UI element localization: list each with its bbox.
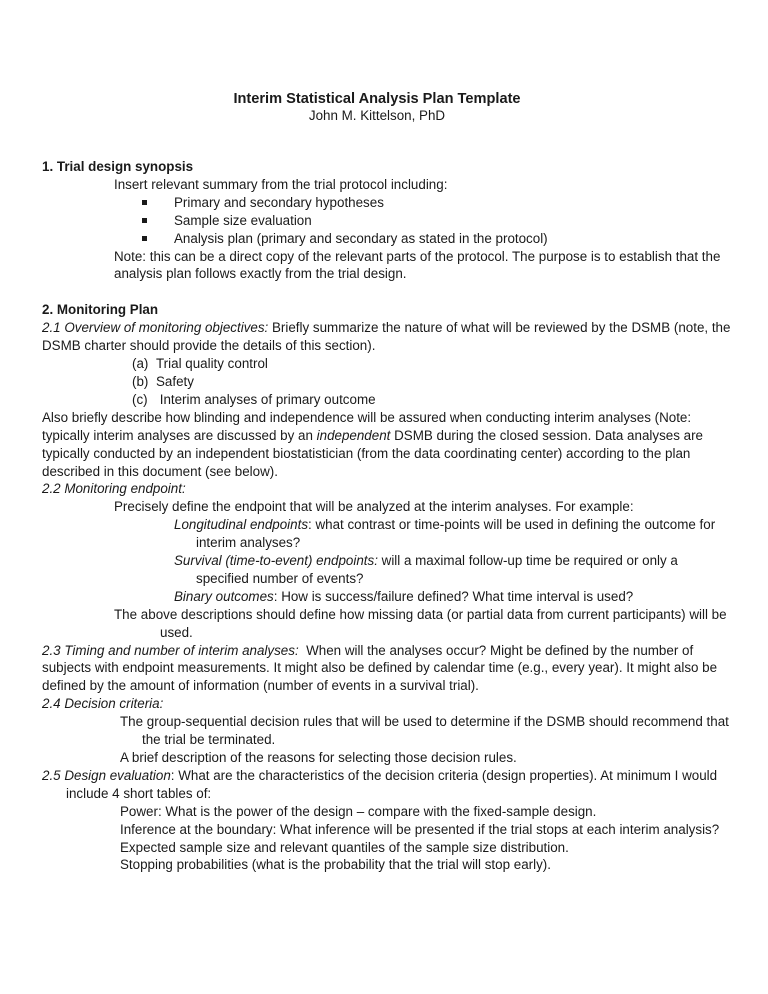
subsection-2-5: 2.5 Design evaluation: What are the characteristics of the decision criteria (design properties). At minimum I would include 4 short tables of:	[42, 767, 718, 801]
blinding-paragraph: Also briefly describe how blinding and independence will be assured when conducting interim analyses (Note: typically interim analyses are discussed by an independent DSMB during the closed session. Data analyses are typically conducted by an independent biostatistician (from the data coordinating center) according to the plan described in this document (see below).	[42, 409, 703, 479]
document-author: John M. Kittelson, PhD	[308, 108, 446, 123]
square-bullet-icon	[142, 218, 147, 223]
section-trial-design-synopsis	[42, 158, 732, 283]
subsection-2-3: 2.3 Timing and number of interim analyses: When will the analyses occur? Might be defined by the number of subjects with endpoint measurements. It might also be defined by calendar time (e.g., every year). It might also be defined by the amount of information (number of events in a survival trial).	[42, 642, 721, 694]
subsection-label: 2.1 Overview of monitoring objectives:	[42, 320, 269, 336]
section-monitoring-plan	[42, 301, 732, 874]
subsection-2-2: 2.2 Monitoring endpoint:	[42, 481, 186, 497]
list-item: Inference at the boundary: What inference will be presented if the trial stops at each interim analysis?	[120, 821, 720, 837]
list-item: Sample size evaluation	[142, 212, 732, 230]
subsection-label: 2.3 Timing and number of interim analyses:	[42, 642, 299, 658]
example-binary: Binary outcomes: How is success/failure defined? What time interval is used?	[174, 588, 634, 604]
list-item: Power: What is the power of the design – compare with the fixed-sample design.	[120, 803, 597, 819]
list-item: (c) Interim analyses of primary outcome	[132, 391, 376, 407]
list-item: (b) Safety	[132, 373, 194, 389]
bullet-list	[42, 194, 732, 248]
list-item: Stopping probabilities (what is the probability that the trial will stop early).	[120, 857, 551, 873]
subsection-intro: Precisely define the endpoint that will be analyzed at the interim analyses. For example:	[114, 499, 634, 515]
section-intro: Insert relevant summary from the trial protocol including:	[114, 176, 448, 192]
section-note: Note: this can be a direct copy of the relevant parts of the protocol. The purpose is to establish that the analysis plan follows exactly from the trial design.	[114, 248, 721, 282]
section-heading: 1. Trial design synopsis	[42, 159, 194, 174]
square-bullet-icon	[142, 236, 147, 241]
subsection-2-4: 2.4 Decision criteria:	[42, 696, 164, 712]
objectives-list	[42, 355, 732, 409]
subsection-label: 2.5 Design evaluation	[42, 767, 171, 783]
document-page	[42, 90, 732, 874]
list-item: (a) Trial quality control	[132, 356, 268, 372]
missing-data-note: The above descriptions should define how missing data (or partial data from current participants) will be used.	[114, 606, 727, 640]
list-item: Analysis plan (primary and secondary as stated in the protocol)	[142, 230, 732, 248]
decision-reasons-item: A brief description of the reasons for selecting those decision rules.	[120, 750, 517, 765]
example-survival: Survival (time-to-event) endpoints: will a maximal follow-up time be required or only a specified number of events?	[174, 553, 678, 586]
square-bullet-icon	[142, 200, 147, 205]
section-heading: 2. Monitoring Plan	[42, 302, 159, 318]
list-item: Primary and secondary hypotheses	[142, 194, 732, 212]
design-tables-list	[42, 803, 732, 875]
document-title: Interim Statistical Analysis Plan Template	[233, 91, 521, 107]
decision-rules-item: The group-sequential decision rules that will be used to determine if the DSMB should recommend that the trial be terminated.	[120, 714, 729, 748]
subsection-2-1: 2.1 Overview of monitoring objectives: Briefly summarize the nature of what will be reviewed by the DSMB (note, the DSMB charter should provide the details of this section).	[42, 320, 731, 354]
list-item: Expected sample size and relevant quantiles of the sample size distribution.	[120, 839, 569, 855]
example-longitudinal: Longitudinal endpoints: what contrast or time-points will be used in defining the outcome for interim analyses?	[174, 517, 716, 551]
